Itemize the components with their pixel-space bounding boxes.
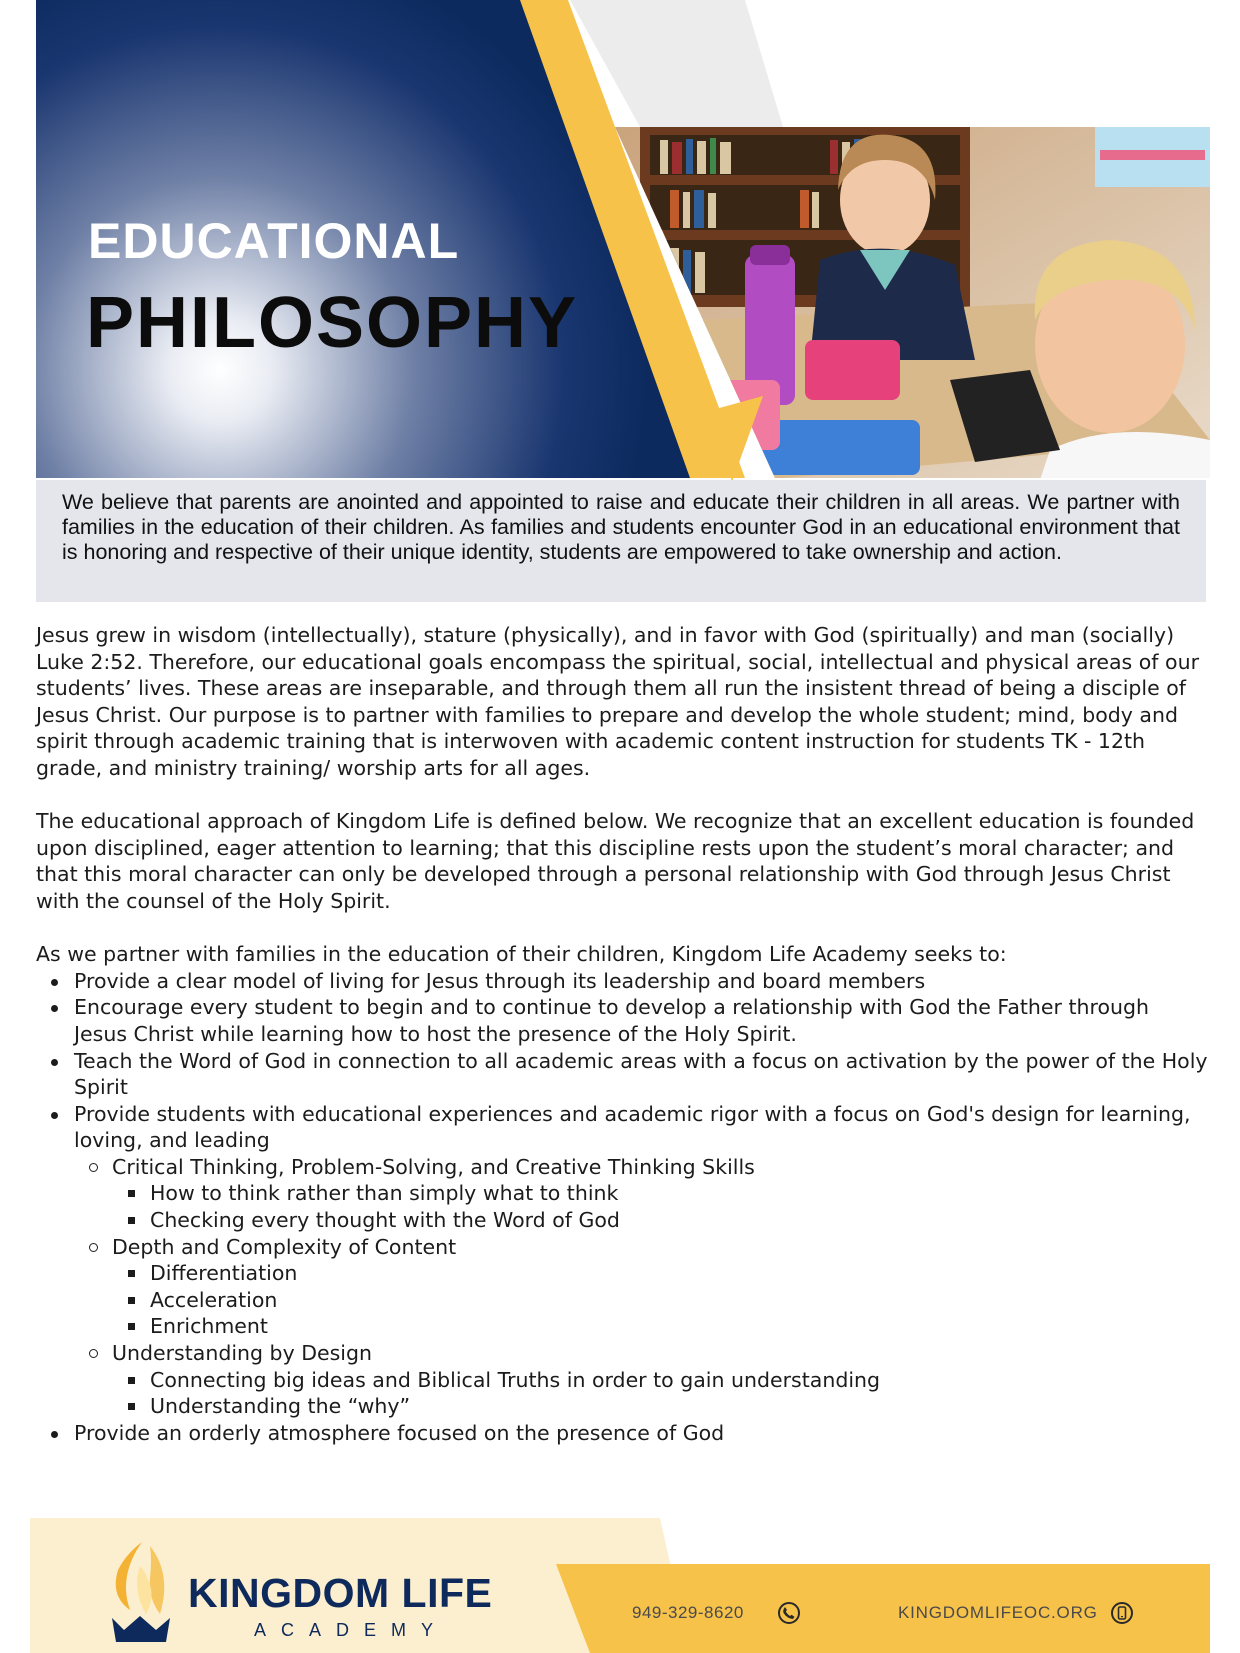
footer [0,1518,1240,1653]
sub-sub-item: Understanding the “why” [112,1393,1208,1420]
list-item: Provide an orderly atmosphere focused on the presence of God [36,1420,1208,1447]
paragraph-approach: The educational approach of Kingdom Life is defined below. We recognize that an excellent education is founded upon disciplined, eager attention to learning; that this discipline rests upon the student’s moral character; and that this moral character can only be developed through a personal relationship with God through Jesus Christ with the counsel of the Holy Spirit. [36,809,1195,913]
sub-sub-list [112,1367,1208,1420]
sub-item-label: Critical Thinking, Problem-Solving, and Creative Thinking Skills [112,1154,755,1179]
title-educational: EDUCATIONAL [88,213,460,269]
sub-list [74,1154,1208,1420]
sub-sub-list [112,1260,1208,1340]
sub-sub-list [112,1180,1208,1233]
list-item-label: Provide students with educational experiences and academic rigor with a focus on God's design for learning, loving, and leading [74,1101,1191,1153]
sub-item-critical-thinking [74,1154,1208,1234]
brand-name: KINGDOM LIFE [188,1570,493,1616]
mobile-icon [1111,1602,1133,1624]
footer-background [0,1518,1240,1653]
website-link[interactable]: KINGDOMLIFEOC.ORG [898,1603,1098,1622]
sub-item-label: Understanding by Design [112,1341,372,1366]
list-item-rigor [36,1101,1208,1420]
paragraph-luke: Jesus grew in wisdom (intellectually), stature (physically), and in favor with God (spiritually) and man (socially) Luke 2:52. Therefore, our educational goals encompass the spiritual, social, intellectual and physical areas of our students’ lives. These areas are inseparable, and through them all run the insistent thread of being a disciple of Jesus Christ. Our purpose is to partner with families to prepare and develop the whole student; mind, body and spirit through academic training that is interwoven with academic content instruction for students TK - 12th grade, and ministry training/ worship arts for all ages. [36,623,1199,780]
sub-sub-item: Acceleration [112,1287,1208,1314]
sub-sub-item: Checking every thought with the Word of God [112,1207,1208,1234]
brand-sub: ACADEMY [254,1620,449,1640]
list-item: Provide a clear model of living for Jesus through its leadership and board members [36,968,1208,995]
intro-box [36,480,1206,602]
sub-item-ubd [74,1340,1208,1420]
title-philosophy: PHILOSOPHY [86,283,579,363]
sub-item-label: Depth and Complexity of Content [112,1234,457,1259]
body-content [36,622,1208,1446]
goals-list [36,968,1208,1447]
sub-sub-item: Differentiation [112,1260,1208,1287]
list-item: Encourage every student to begin and to continue to develop a relationship with God the Father through Jesus Christ while learning how to host the presence of the Holy Spirit. [36,994,1208,1047]
sub-sub-item: How to think rather than simply what to think [112,1180,1208,1207]
phone-icon [778,1602,800,1624]
hero-banner [0,0,1240,480]
goals-lead: As we partner with families in the education of their children, Kingdom Life Academy seeks to: [36,942,1007,967]
sub-item-depth [74,1234,1208,1340]
sub-sub-item: Enrichment [112,1313,1208,1340]
sub-sub-item: Connecting big ideas and Biblical Truths in order to gain understanding [112,1367,1208,1394]
list-item: Teach the Word of God in connection to all academic areas with a focus on activation by the power of the Holy Spirit [36,1048,1208,1101]
intro-text: We believe that parents are anointed and appointed to raise and educate their children in all areas. We partner with families in the education of their children. As families and students encounter God in an educational environment that is honoring and respective of their unique identity, students are empowered to take ownership and action. [62,490,1180,564]
phone-number[interactable]: 949-329-8620 [632,1603,744,1622]
